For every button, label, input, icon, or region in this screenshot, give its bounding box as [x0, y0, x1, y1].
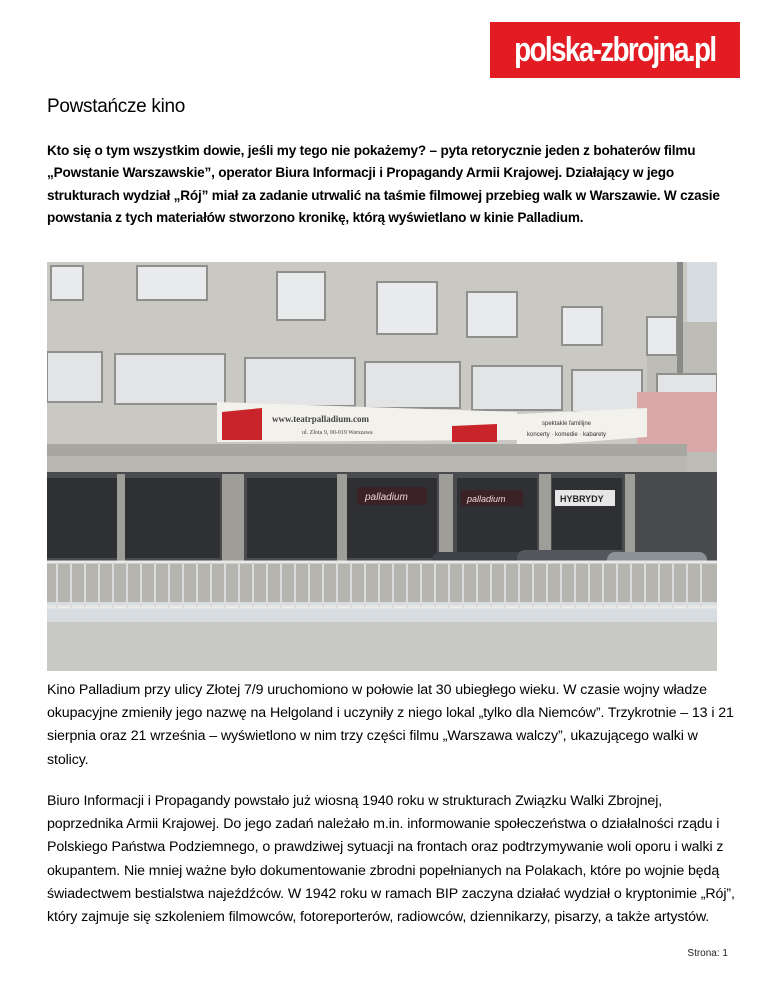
article-title: Powstańcze kino [47, 96, 186, 117]
banner-url: www.teatrpalladium.com [272, 414, 369, 424]
article-paragraph-2: Biuro Informacji i Propagandy powstało już wiosną 1940 roku w strukturach Związku Walki Zbrojnej, poprzednika Armii Krajowej. Do jego zadań należało m.in. informowanie społeczeństwa o działalności rządu i Polskiego Państwa Podziemnego, o prawdziwej sytuacji na frontach oraz podtrzymywanie woli oporu i walki z okupantem. Nie mniej ważne było dokumentowanie zbrodni popełnianych na Polakach, które po wojnie będą świadectwem bestialstwa najeźdźców. W 1942 roku w ramach BIP zaczyna działać wydział o kryptonimie „Rój”, który zajmuje się szkoleniem filmowców, fotoreporterów, radiowców, dziennikarzy, pisarzy, a także artystów. [47, 793, 735, 926]
banner-address: ul. Złota 9, 00-019 Warszawa [302, 430, 373, 436]
banner-right-2: koncerty · komedie · kabarety [527, 432, 607, 438]
article-lead: Kto się o tym wszystkim dowie, jeśli my tego nie pokażemy? – pyta retorycznie jeden z bohaterów filmu „Powstanie Warszawskie”, operator Biura Informacji i Propagandy Armii Krajowej. Działający w jego strukturach wydział „Rój” miał za zadanie utrwalić na taśmie filmowej przebieg walk w Warszawie. W czasie powstania z tych materiałów stworzono kronikę, którą wyświetlano w kinie Palladium. [47, 143, 720, 226]
sign-palladium-1: palladium [365, 492, 408, 503]
article-paragraph-1: Kino Palladium przy ulicy Złotej 7/9 uruchomiono w połowie lat 30 ubiegłego wieku. W czasie wojny władze okupacyjne zmieniły jego nazwę na Helgoland i uczyniły z niego lokal „tylko dla Niemców”. Trzykrotnie – 13 i 21 sierpnia oraz 21 września – wyświetlono w nim trzy części filmu „Warszawa walczy”, ukazującego walki w stolicy. [47, 682, 734, 768]
site-logo-text: polska-zbrojna.pl [514, 30, 716, 69]
site-logo[interactable] [490, 22, 740, 78]
page-number: Strona: 1 [687, 948, 728, 959]
banner-right-1: spektakle familijne [542, 421, 592, 427]
sign-palladium-2: palladium [467, 494, 506, 504]
sign-hybrydy: HYBRYDY [560, 494, 604, 504]
article-photo [47, 262, 717, 671]
